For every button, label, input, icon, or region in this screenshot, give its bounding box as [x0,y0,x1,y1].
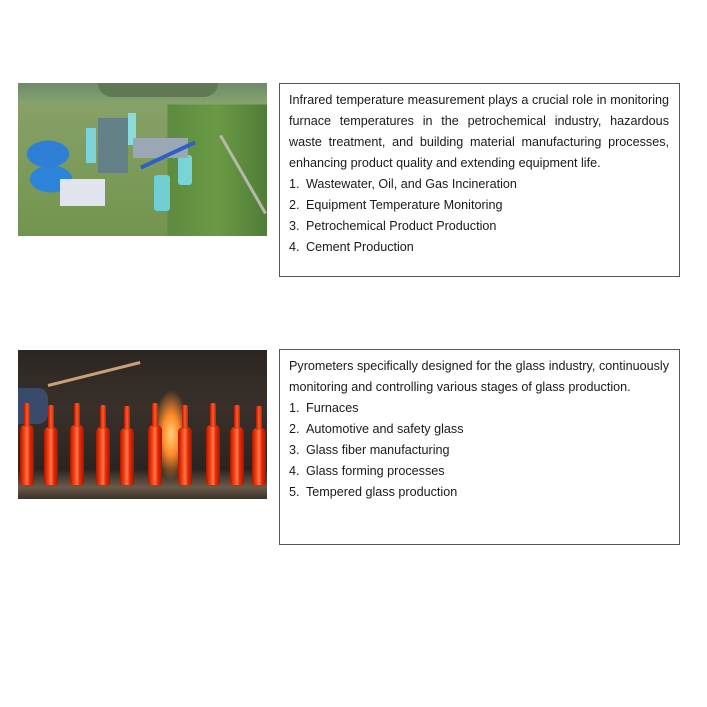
infrared-applications-list [289,174,669,258]
infrared-description: Infrared temperature measurement plays a crucial role in monitoring furnace temperatures in the petrochemical industry, hazardous waste treatment, and building material manufacturing processes, enhancing product quality and extending equipment life. [289,93,669,170]
list-item: 1. Furnaces [289,401,359,415]
industrial-plant-image [18,83,267,236]
glass-applications-list [289,398,669,503]
glass-pyrometer-box [279,349,680,545]
bottle [120,428,134,485]
silo [86,128,96,163]
bottle [44,427,58,485]
infrared-applications-box [279,83,680,277]
tool-rod [48,361,141,387]
worker-arm [18,388,48,424]
bottle [70,425,84,485]
list-item: 1. Wastewater, Oil, and Gas Incineration [289,177,517,191]
road [219,135,267,214]
list-item: 2. Equipment Temperature Monitoring [289,198,503,212]
hill [98,83,218,97]
bottle [178,427,192,485]
bottle [148,425,162,485]
bottle [252,428,266,485]
building [60,179,105,206]
bottle [230,427,244,485]
list-item: 2. Automotive and safety glass [289,422,464,436]
bottle [206,425,220,485]
list-item: 4. Glass forming processes [289,464,445,478]
bottle [96,427,110,485]
glass-bottles-image [18,350,267,499]
list-item: 3. Glass fiber manufacturing [289,443,450,457]
silo [154,175,170,211]
bottle [20,425,34,485]
building [98,118,128,173]
list-item: 4. Cement Production [289,240,414,254]
list-item: 3. Petrochemical Product Production [289,219,497,233]
list-item: 5. Tempered glass production [289,485,458,499]
glass-description: Pyrometers specifically designed for the glass industry, continuously monitoring and controlling various stages of glass production. [289,359,669,394]
silo [178,155,192,185]
